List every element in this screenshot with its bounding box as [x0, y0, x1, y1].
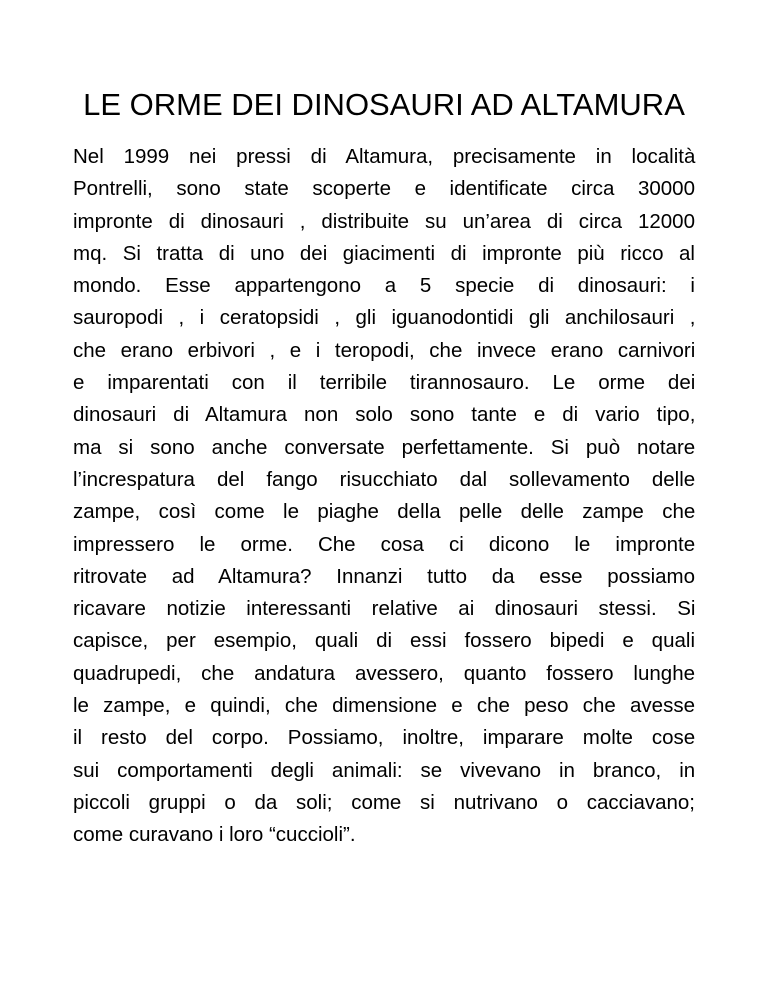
text-line: dinosauri di Altamura non solo sono tante e di vario tipo, [73, 403, 696, 427]
document-title: LE ORME DEI DINOSAURI AD ALTAMURA [83, 87, 685, 122]
text-line: capisce, per esempio, quali di essi fossero bipedi e quali [73, 629, 695, 653]
text-line: ricavare notizie interessanti relative ai dinosauri stessi. Si [73, 597, 696, 621]
text-line: ma si sono anche conversate perfettamente. Si può notare [73, 435, 696, 459]
text-line: le zampe, e quindi, che dimensione e che peso che avesse [73, 694, 695, 718]
text-line: sauropodi , i ceratopsidi , gli iguanodontidi gli anchilosauri , [73, 306, 696, 330]
text-line: il resto del corpo. Possiamo, inoltre, imparare molte cose [73, 726, 696, 750]
text-line: mq. Si tratta di uno dei giacimenti di impronte più ricco al [73, 241, 695, 265]
body-paragraph [73, 141, 695, 852]
text-line: impressero le orme. Che cosa ci dicono le impronte [73, 532, 696, 556]
text-line: piccoli gruppi o da soli; come si nutrivano o cacciavano; [73, 790, 695, 814]
text-line: Pontrelli, sono state scoperte e identificate circa 30000 [73, 177, 695, 201]
text-line: sui comportamenti degli animali: se vivevano in branco, in [73, 758, 696, 782]
text-line: come curavano i loro “cuccioli”. [73, 823, 356, 847]
text-line: Nel 1999 nei pressi di Altamura, precisamente in località [73, 145, 696, 168]
text-line: e imparentati con il terribile tirannosauro. Le orme dei [73, 371, 696, 395]
text-line: quadrupedi, che andatura avessero, quanto fossero lunghe [73, 661, 695, 685]
text-line: mondo. Esse appartengono a 5 specie di dinosauri: i [73, 274, 695, 298]
text-line: l’increspatura del fango risucchiato dal sollevamento delle [73, 467, 696, 491]
text-line: che erano erbivori , e i teropodi, che invece erano carnivori [73, 338, 696, 362]
text-line: zampe, così come le piaghe della pelle delle zampe che [73, 500, 696, 524]
text-line: ritrovate ad Altamura? Innanzi tutto da esse possiamo [73, 564, 695, 588]
text-line: impronte di dinosauri , distribuite su un’area di circa 12000 [73, 209, 695, 233]
